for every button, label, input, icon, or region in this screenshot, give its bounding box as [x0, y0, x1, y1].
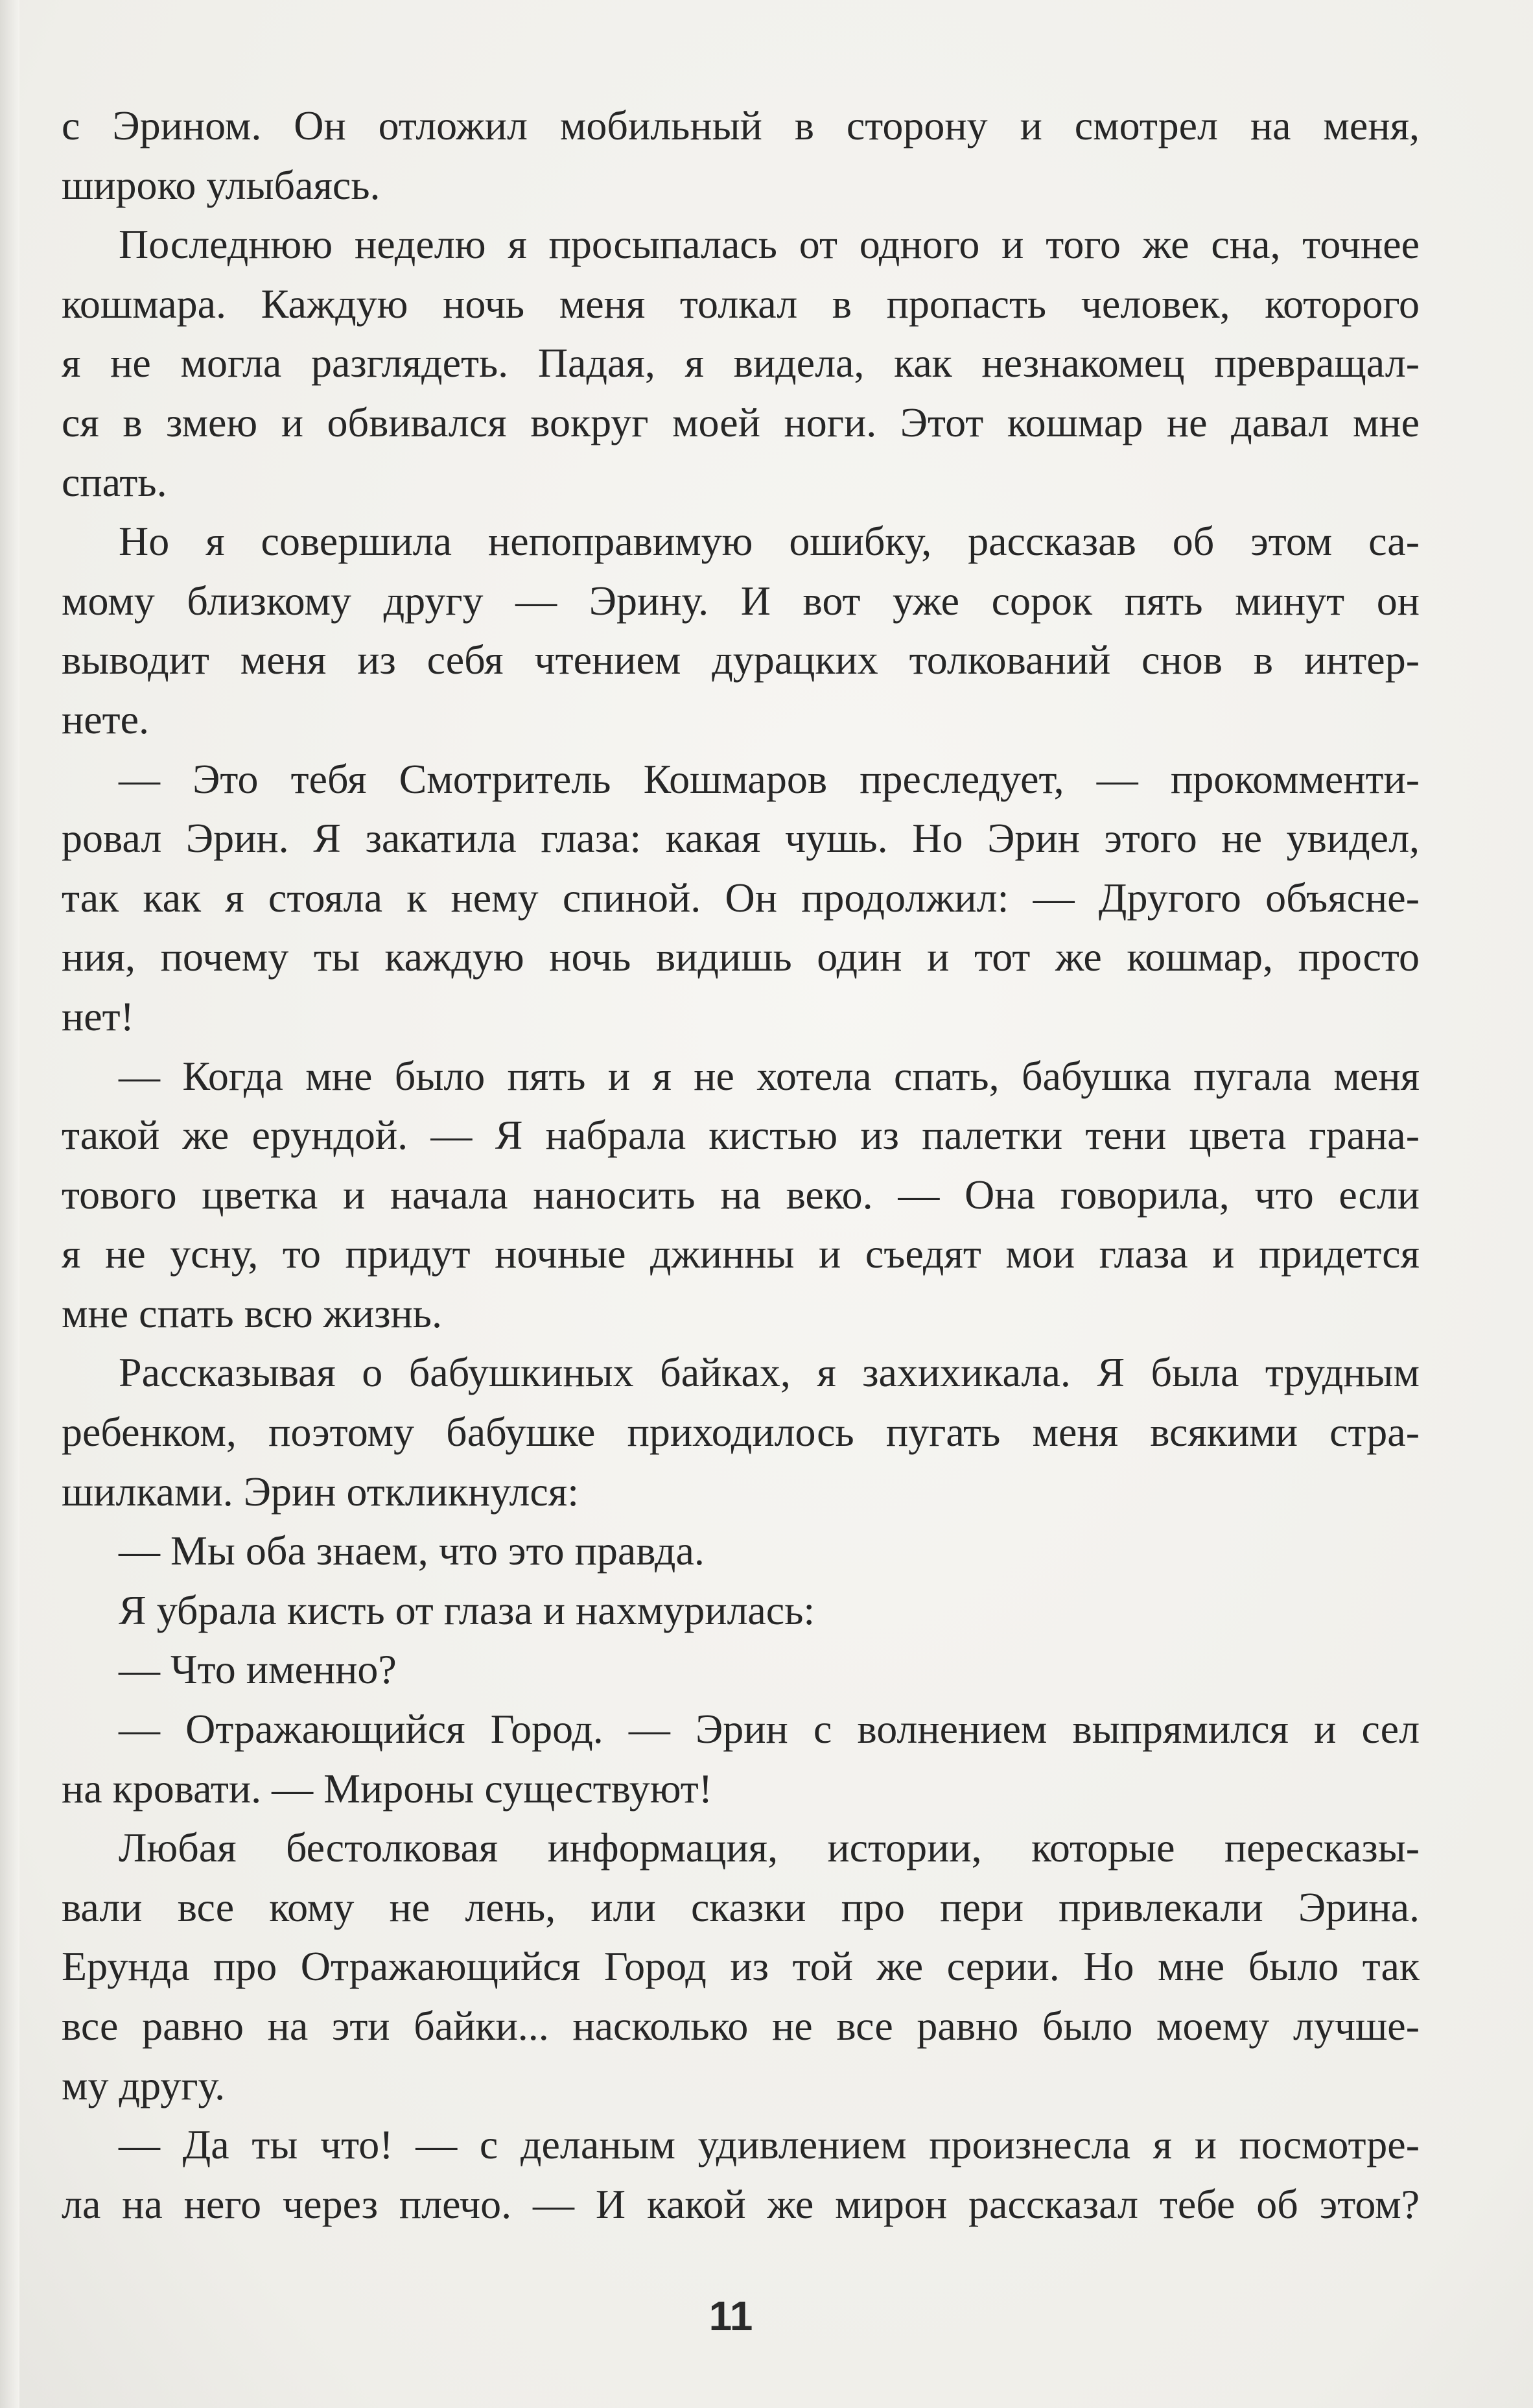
text-line: вали все кому не лень, или сказки про пери привлекали Эрина. — [62, 1883, 1420, 1930]
text-line: Последнюю неделю я просыпалась от одного и того же сна, точнее — [119, 221, 1420, 268]
text-line: Я убрала кисть от глаза и нахмурилась: — [119, 1587, 815, 1633]
text-line: Ерунда про Отражающийся Город из той же серии. Но мне было так — [62, 1943, 1420, 1990]
text-line: широко улыбаясь. — [62, 161, 380, 208]
body-text — [62, 96, 1420, 2234]
text-line: ребенком, поэтому бабушке приходилось пугать меня всякими стра- — [62, 1409, 1420, 1456]
text-line: так как я стояла к нему спиной. Он продолжил: — Другого объясне- — [62, 874, 1420, 921]
text-line: спать. — [62, 458, 167, 505]
text-line: му другу. — [62, 2062, 226, 2108]
text-line: — Это тебя Смотритель Кошмаров преследует, — прокомменти- — [119, 755, 1420, 802]
text-line: такой же ерундой. — Я набрала кистью из палетки тени цвета грана- — [62, 1112, 1420, 1159]
text-line: ся в змею и обвивался вокруг моей ноги. Этот кошмар не давал мне — [62, 399, 1420, 445]
text-line: — Да ты что! — с деланым удивлением произнесла я и посмотре- — [119, 2121, 1420, 2168]
text-line: мому близкому другу — Эрину. И вот уже сорок пять минут он — [62, 577, 1420, 624]
text-line: — Что именно? — [119, 1646, 397, 1693]
text-line: выводит меня из себя чтением дурацких толкований снов в интер- — [62, 637, 1420, 683]
page-number: 11 — [708, 2293, 753, 2339]
text-line: Рассказывая о бабушкиных байках, я захихикала. Я была трудным — [119, 1349, 1420, 1396]
text-line: — Когда мне было пять и я не хотела спать, бабушка пугала меня — [119, 1052, 1420, 1099]
text-line: тового цветка и начала наносить на веко. — Она говорила, что если — [62, 1171, 1420, 1218]
text-line: я не усну, то придут ночные джинны и съедят мои глаза и придется — [62, 1231, 1420, 1277]
text-line: Но я совершила непоправимую ошибку, рассказав об этом са- — [119, 518, 1420, 565]
text-line: ровал Эрин. Я закатила глаза: какая чушь. Но Эрин этого не увидел, — [62, 815, 1420, 862]
text-line: нет! — [62, 993, 134, 1039]
text-line: — Мы оба знаем, что это правда. — [119, 1528, 705, 1574]
text-line: — Отражающийся Город. — Эрин с волнением выпрямился и сел — [119, 1706, 1420, 1753]
text-line: ла на него через плечо. — И какой же мирон рассказал тебе об этом? — [62, 2180, 1420, 2227]
text-line: шилками. Эрин откликнулся: — [62, 1468, 579, 1515]
text-line: с Эрином. Он отложил мобильный в сторону и смотрел на меня, — [62, 102, 1420, 148]
text-line: Любая бестолковая информация, истории, которые пересказы- — [119, 1824, 1420, 1871]
text-line: мне спать всю жизнь. — [62, 1290, 442, 1336]
text-line: ния, почему ты каждую ночь видишь один и тот же кошмар, просто — [62, 934, 1420, 980]
text-line: все равно на эти байки... насколько не все равно было моему лучше- — [62, 2003, 1420, 2049]
text-line: кошмара. Каждую ночь меня толкал в пропасть человек, которого — [62, 280, 1420, 327]
text-line: на кровати. — Мироны существуют! — [62, 1765, 712, 1812]
text-line: нете. — [62, 696, 150, 742]
text-line: я не могла разглядеть. Падая, я видела, как незнакомец превращал- — [62, 340, 1420, 386]
page-gutter-shadow — [0, 0, 19, 2408]
